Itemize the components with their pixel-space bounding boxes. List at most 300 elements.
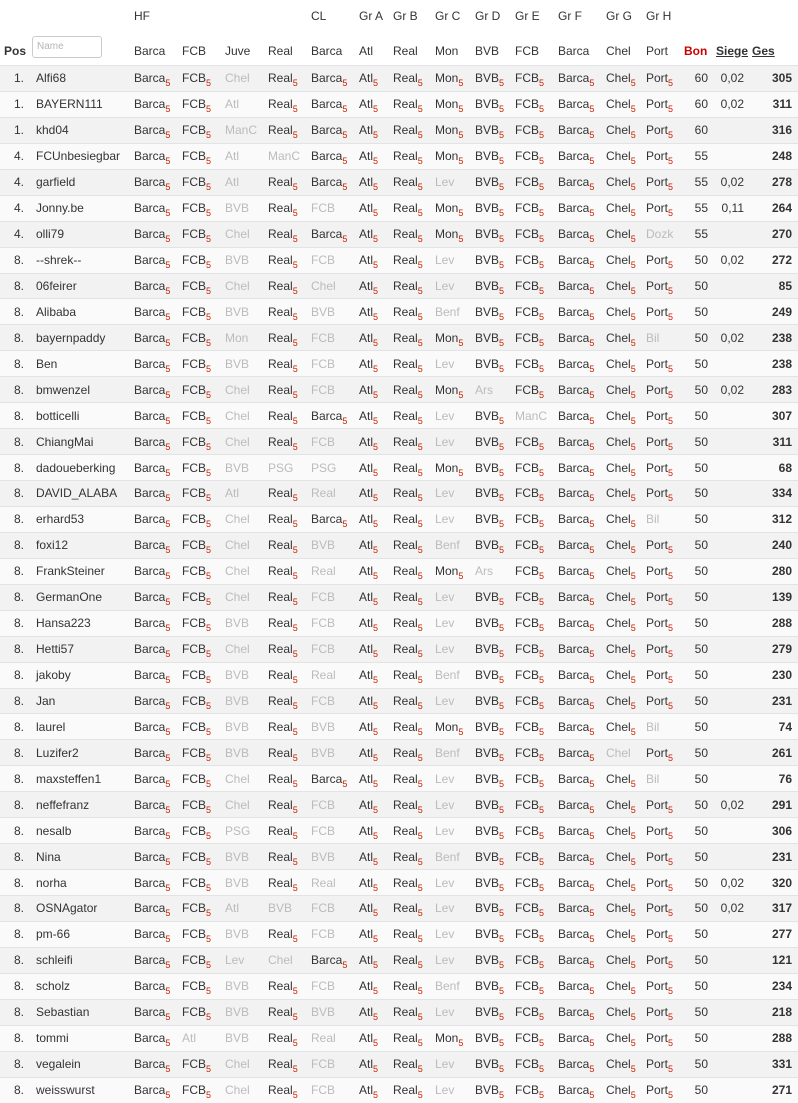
pick-points: 5 <box>589 416 594 426</box>
player-name[interactable]: DAVID_ALABA <box>30 481 132 507</box>
pick-correct <box>473 455 513 481</box>
pick-team: FCB <box>515 642 539 656</box>
pick-points: 5 <box>589 623 594 633</box>
siege-points <box>714 766 750 792</box>
pick-points: 5 <box>668 312 673 322</box>
table-row <box>0 792 798 818</box>
pick-team: Chel <box>225 512 250 526</box>
pick-wrong <box>433 351 473 377</box>
pick-correct <box>473 117 513 143</box>
pick-correct <box>180 999 223 1025</box>
pick-correct <box>473 688 513 714</box>
pick-wrong <box>223 403 266 429</box>
pick-team: Barca <box>134 486 165 500</box>
pick-correct <box>266 377 309 403</box>
pick-points: 5 <box>373 908 378 918</box>
bonus-points: 50 <box>682 429 714 455</box>
pick-team: FCB <box>515 1005 539 1019</box>
siege-points <box>714 740 750 766</box>
pick-points: 5 <box>418 934 423 944</box>
total-points: 280 <box>750 558 798 584</box>
pick-points: 5 <box>165 831 170 841</box>
pick-wrong <box>433 921 473 947</box>
pick-team: Barca <box>558 642 589 656</box>
pick-correct <box>180 429 223 455</box>
pick-points: 5 <box>668 986 673 996</box>
pick-correct <box>513 714 556 740</box>
pick-team: FCB <box>515 772 539 786</box>
pick-correct <box>180 325 223 351</box>
player-name[interactable]: neffefranz <box>30 792 132 818</box>
pick-correct <box>357 325 391 351</box>
pick-wrong <box>223 766 266 792</box>
player-name[interactable]: Jonny.be <box>30 195 132 221</box>
group-header: Gr F <box>556 0 604 30</box>
pick-correct <box>266 195 309 221</box>
pick-correct <box>644 377 682 403</box>
pick-points: 5 <box>165 312 170 322</box>
pick-team: Barca <box>558 357 589 371</box>
group-header <box>266 0 309 30</box>
pick-team: Real <box>268 616 293 630</box>
total-points: 307 <box>750 403 798 429</box>
pick-correct <box>604 870 644 896</box>
player-name[interactable]: --shrek-- <box>30 247 132 273</box>
pick-team: FCB <box>182 642 206 656</box>
pick-points: 5 <box>165 364 170 374</box>
pick-team: Mon <box>435 227 458 241</box>
pick-team: Real <box>393 435 418 449</box>
pick-points: 5 <box>293 493 298 503</box>
pick-team: Real <box>268 1083 293 1097</box>
pick-team: Chel <box>606 642 631 656</box>
pick-correct <box>266 429 309 455</box>
pick-team: Real <box>268 642 293 656</box>
pick-team: Chel <box>606 279 631 293</box>
pick-correct <box>556 66 604 92</box>
pick-points: 5 <box>668 442 673 452</box>
pick-team: Port <box>646 201 668 215</box>
pick-team: BVB <box>475 357 499 371</box>
siege-points: 0,02 <box>714 870 750 896</box>
player-name[interactable]: foxi12 <box>30 532 132 558</box>
pick-points: 5 <box>499 234 504 244</box>
pick-correct <box>513 870 556 896</box>
pick-points: 5 <box>668 208 673 218</box>
player-name[interactable]: khd04 <box>30 117 132 143</box>
pick-team: Real <box>268 927 293 941</box>
player-name[interactable]: Hetti57 <box>30 636 132 662</box>
pick-team: Chel <box>225 71 250 85</box>
pick-team: Real <box>393 1057 418 1071</box>
pick-points: 5 <box>373 442 378 452</box>
pick-team: Real <box>393 279 418 293</box>
pick-points: 5 <box>418 908 423 918</box>
pick-correct <box>180 247 223 273</box>
pick-wrong <box>223 377 266 403</box>
pick-team: BVB <box>311 746 335 760</box>
pick-correct <box>473 143 513 169</box>
pick-points: 5 <box>418 701 423 711</box>
pick-correct <box>132 792 180 818</box>
player-name[interactable]: FrankSteiner <box>30 558 132 584</box>
group-header: Gr H <box>644 0 682 30</box>
player-name[interactable]: jakoby <box>30 662 132 688</box>
pick-correct <box>357 429 391 455</box>
pick-correct <box>604 688 644 714</box>
player-name[interactable]: FCUnbesiegbar <box>30 143 132 169</box>
siege-sort-link[interactable]: Siege <box>714 30 750 66</box>
player-name[interactable]: weisswurst <box>30 1077 132 1103</box>
rank-position: 8. <box>0 299 30 325</box>
total-points: 288 <box>750 1025 798 1051</box>
pick-points: 5 <box>373 338 378 348</box>
pick-team: Atl <box>359 720 373 734</box>
pick-points: 5 <box>589 208 594 218</box>
player-name[interactable]: GermanOne <box>30 584 132 610</box>
pick-points: 5 <box>499 1090 504 1100</box>
pick-team: Chel <box>225 590 250 604</box>
pick-team: Port <box>646 357 668 371</box>
pick-team: Port <box>646 305 668 319</box>
pick-points: 5 <box>539 208 544 218</box>
pick-correct <box>391 973 433 999</box>
pick-points: 5 <box>458 727 463 737</box>
pick-team: FCB <box>311 253 335 267</box>
pick-team: BVB <box>475 979 499 993</box>
pick-team: Barca <box>558 901 589 915</box>
player-name[interactable]: pm-66 <box>30 921 132 947</box>
pick-team: Chel <box>606 409 631 423</box>
player-name[interactable]: Nina <box>30 844 132 870</box>
pick-points: 5 <box>206 104 211 114</box>
pick-team: FCB <box>515 383 539 397</box>
pick-team: Atl <box>359 486 373 500</box>
player-name[interactable]: schleifi <box>30 947 132 973</box>
pick-team: Real <box>268 383 293 397</box>
pick-points: 5 <box>499 1012 504 1022</box>
pick-correct <box>132 325 180 351</box>
pick-points: 5 <box>589 883 594 893</box>
player-name[interactable]: scholz <box>30 973 132 999</box>
pick-correct <box>644 299 682 325</box>
pick-team: Real <box>311 486 336 500</box>
pick-team: FCB <box>182 227 206 241</box>
pick-team: Atl <box>225 175 239 189</box>
pick-points: 5 <box>539 805 544 815</box>
pick-points: 5 <box>293 312 298 322</box>
pick-correct <box>266 506 309 532</box>
pick-correct <box>556 999 604 1025</box>
siege-points <box>714 714 750 740</box>
pick-team: Chel <box>606 1031 631 1045</box>
pick-correct <box>180 844 223 870</box>
player-name[interactable]: dadoueberking <box>30 455 132 481</box>
pick-team: FCB <box>515 927 539 941</box>
name-filter-input[interactable] <box>32 36 102 58</box>
pick-team: Chel <box>225 538 250 552</box>
player-name[interactable]: 06feirer <box>30 273 132 299</box>
pick-team: Real <box>393 201 418 215</box>
player-name[interactable]: Hansa223 <box>30 610 132 636</box>
siege-points <box>714 351 750 377</box>
pick-wrong <box>266 947 309 973</box>
pick-team: FCB <box>182 279 206 293</box>
pick-correct <box>391 688 433 714</box>
total-points: 288 <box>750 610 798 636</box>
pick-team: FCB <box>182 123 206 137</box>
pick-correct <box>604 818 644 844</box>
pick-team: Port <box>646 1005 668 1019</box>
player-name[interactable]: garfield <box>30 169 132 195</box>
ges-sort-link[interactable]: Ges <box>750 30 798 66</box>
pick-correct <box>391 532 433 558</box>
player-name[interactable]: ChiangMai <box>30 429 132 455</box>
pick-team: Barca <box>558 1057 589 1071</box>
pick-team: BVB <box>475 901 499 915</box>
table-row <box>0 169 798 195</box>
pick-points: 5 <box>499 623 504 633</box>
pick-correct <box>266 351 309 377</box>
pick-team: Real <box>393 668 418 682</box>
pick-points: 5 <box>206 78 211 88</box>
pick-correct <box>180 662 223 688</box>
pick-points: 5 <box>418 130 423 140</box>
siege-points <box>714 947 750 973</box>
player-name[interactable]: Luzifer2 <box>30 740 132 766</box>
pick-points: 5 <box>631 571 636 581</box>
player-name[interactable]: Alfi68 <box>30 66 132 92</box>
pick-team: Real <box>393 564 418 578</box>
player-name[interactable]: maxsteffen1 <box>30 766 132 792</box>
pick-team: Atl <box>359 175 373 189</box>
rank-position: 1. <box>0 91 30 117</box>
ranking-rows <box>0 66 798 1103</box>
pick-correct <box>473 273 513 299</box>
pick-wrong <box>309 714 357 740</box>
pick-points: 5 <box>418 286 423 296</box>
pick-correct <box>513 766 556 792</box>
pick-correct <box>391 195 433 221</box>
pick-points: 5 <box>631 519 636 529</box>
player-name[interactable]: bmwenzel <box>30 377 132 403</box>
bonus-points: 60 <box>682 66 714 92</box>
pick-points: 5 <box>293 649 298 659</box>
pick-team: Real <box>268 486 293 500</box>
player-name[interactable]: Jan <box>30 688 132 714</box>
pick-points: 5 <box>668 104 673 114</box>
pick-points: 5 <box>499 545 504 555</box>
pick-team: Port <box>646 901 668 915</box>
pick-correct <box>266 973 309 999</box>
player-name[interactable]: BAYERN111 <box>30 91 132 117</box>
pick-correct <box>604 766 644 792</box>
pick-correct <box>644 947 682 973</box>
pick-team: Barca <box>134 953 165 967</box>
pick-correct <box>266 169 309 195</box>
pick-team: Real <box>393 876 418 890</box>
pick-team: FCB <box>182 538 206 552</box>
pick-team: FCB <box>182 331 206 345</box>
pick-correct <box>644 1025 682 1051</box>
player-name[interactable]: nesalb <box>30 818 132 844</box>
pick-team: FCB <box>515 1057 539 1071</box>
pick-correct <box>391 766 433 792</box>
pick-points: 5 <box>206 234 211 244</box>
pick-wrong <box>433 429 473 455</box>
total-points: 249 <box>750 299 798 325</box>
pick-wrong <box>433 636 473 662</box>
pick-wrong <box>309 999 357 1025</box>
player-name[interactable]: norha <box>30 870 132 896</box>
player-name[interactable]: erhard53 <box>30 506 132 532</box>
pick-team: Real <box>393 720 418 734</box>
pick-team: Dozk <box>646 227 673 241</box>
pick-correct <box>266 558 309 584</box>
pick-correct <box>644 91 682 117</box>
pick-correct <box>604 195 644 221</box>
pick-team: Lev <box>435 1083 454 1097</box>
rank-position: 8. <box>0 325 30 351</box>
pick-team: BVB <box>475 720 499 734</box>
siege-points <box>714 481 750 507</box>
pick-team: BVB <box>475 97 499 111</box>
pick-points: 5 <box>418 779 423 789</box>
pick-points: 5 <box>165 1012 170 1022</box>
pick-team: Real <box>393 461 418 475</box>
pick-correct <box>391 91 433 117</box>
pick-correct <box>473 299 513 325</box>
pick-team: FCB <box>311 642 335 656</box>
pick-points: 5 <box>668 805 673 815</box>
pick-wrong <box>223 896 266 922</box>
player-name[interactable]: botticelli <box>30 403 132 429</box>
pick-wrong <box>433 273 473 299</box>
pick-wrong <box>223 195 266 221</box>
pick-points: 5 <box>293 675 298 685</box>
pick-correct <box>132 455 180 481</box>
pick-team: FCB <box>311 927 335 941</box>
pick-wrong <box>644 325 682 351</box>
pick-team: Chel <box>606 876 631 890</box>
pick-correct <box>556 169 604 195</box>
pick-points: 5 <box>668 416 673 426</box>
pick-correct <box>473 506 513 532</box>
pick-points: 5 <box>539 831 544 841</box>
pick-correct <box>644 999 682 1025</box>
pick-points: 5 <box>668 78 673 88</box>
pick-points: 5 <box>418 1064 423 1074</box>
pick-points: 5 <box>539 883 544 893</box>
pick-team: Chel <box>606 305 631 319</box>
pick-wrong <box>309 921 357 947</box>
pick-wrong <box>433 973 473 999</box>
total-points: 305 <box>750 66 798 92</box>
bonus-points: 55 <box>682 169 714 195</box>
player-name[interactable]: bayernpaddy <box>30 325 132 351</box>
pick-team: Real <box>393 227 418 241</box>
pick-team: Barca <box>558 824 589 838</box>
player-name[interactable]: OSNAgator <box>30 896 132 922</box>
player-name[interactable]: Alibaba <box>30 299 132 325</box>
player-name[interactable]: Ben <box>30 351 132 377</box>
pick-correct <box>604 91 644 117</box>
pick-team: Barca <box>558 279 589 293</box>
pick-team: FCB <box>311 979 335 993</box>
pick-correct <box>266 844 309 870</box>
pick-team: Chel <box>225 1083 250 1097</box>
pick-wrong <box>223 351 266 377</box>
pick-points: 5 <box>206 753 211 763</box>
pick-team: Lev <box>435 590 454 604</box>
pick-team: Port <box>646 123 668 137</box>
pick-points: 5 <box>539 571 544 581</box>
pick-team: Atl <box>359 279 373 293</box>
pick-wrong <box>433 1051 473 1077</box>
pick-correct <box>604 844 644 870</box>
pick-correct <box>473 1025 513 1051</box>
pick-correct <box>266 921 309 947</box>
pick-correct <box>556 766 604 792</box>
pick-team: Real <box>268 357 293 371</box>
pick-correct <box>132 117 180 143</box>
rank-position: 8. <box>0 714 30 740</box>
pick-points: 5 <box>539 857 544 867</box>
player-name[interactable]: vegalein <box>30 1051 132 1077</box>
pick-team: Real <box>393 1005 418 1019</box>
pick-correct <box>391 143 433 169</box>
table-row <box>0 584 798 610</box>
rank-position: 4. <box>0 221 30 247</box>
bonus-points: 50 <box>682 584 714 610</box>
pick-team: Benf <box>435 305 460 319</box>
pick-points: 5 <box>668 182 673 192</box>
pick-points: 5 <box>293 286 298 296</box>
pick-correct <box>473 662 513 688</box>
pick-team: Real <box>268 979 293 993</box>
pick-correct <box>357 688 391 714</box>
pick-team: Chel <box>606 71 631 85</box>
pick-points: 5 <box>539 493 544 503</box>
player-name[interactable]: olli79 <box>30 221 132 247</box>
player-name[interactable]: Sebastian <box>30 999 132 1025</box>
pick-correct <box>473 325 513 351</box>
pick-correct <box>513 221 556 247</box>
pick-team: FCB <box>515 175 539 189</box>
pick-correct <box>180 1051 223 1077</box>
pick-team: Barca <box>134 305 165 319</box>
player-name[interactable]: laurel <box>30 714 132 740</box>
pick-team: BVB <box>475 616 499 630</box>
pick-points: 5 <box>539 260 544 270</box>
pick-correct <box>180 558 223 584</box>
bonus-points: 50 <box>682 610 714 636</box>
siege-points <box>714 117 750 143</box>
siege-points <box>714 818 750 844</box>
pick-team: BVB <box>225 357 249 371</box>
pick-points: 5 <box>418 883 423 893</box>
pick-team: PSG <box>311 461 336 475</box>
bonus-points: 50 <box>682 1025 714 1051</box>
bonus-points: 50 <box>682 273 714 299</box>
player-name[interactable]: tommi <box>30 1025 132 1051</box>
pick-correct <box>357 351 391 377</box>
pick-points: 5 <box>499 208 504 218</box>
pick-points: 5 <box>589 649 594 659</box>
pick-points: 5 <box>165 208 170 218</box>
pick-team: Real <box>393 746 418 760</box>
pick-team: Real <box>268 772 293 786</box>
